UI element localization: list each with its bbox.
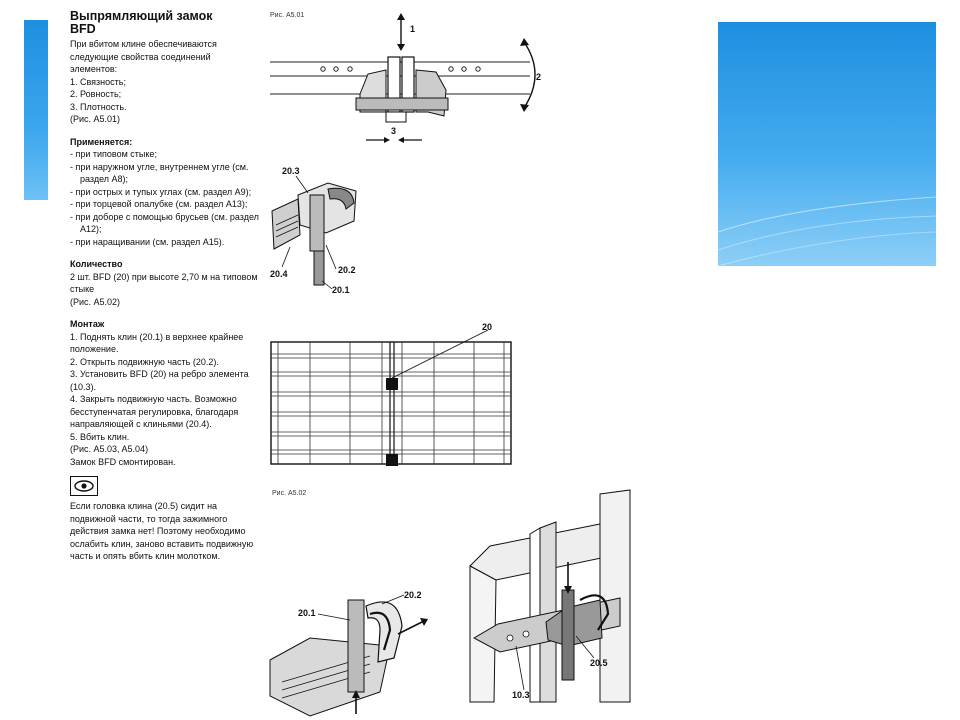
quantity-ref: (Рис. A5.02) [70,296,121,307]
fig2-caption: Рис. A5.02 [272,490,307,497]
quantity-text: 2 шт. BFD (20) при высоте 2,70 м на типовом стыке [70,271,258,294]
property-2: 2. Ровность; [70,89,122,99]
applies-heading: Применяется: [70,136,133,147]
accent-wave-lines [718,22,936,266]
fig1-label-3: 3 [391,126,397,136]
fig4-label-10-3: 10.3 [512,690,530,700]
applies-list [70,148,260,248]
mount-step: 4. Закрыть подвижную часть. Возможно бесступенчатая регулировка, благодаря направляющей с клиньями (20.4). [70,394,239,429]
mount-step: Замок BFD смонтирован. [70,456,176,467]
fig1-label-1: 1 [410,24,416,34]
applies-item: - при торцевой опалубке (см. раздел A13); [70,199,248,209]
mount-step: (Рис. A5.03, A5.04) [70,444,149,454]
figure-a5-04 [470,490,630,702]
applies-item: - при доборе с помощью брусьев (см. раздел A12); [70,211,259,234]
applies-item: - при наращивании (см. раздел A15). [70,236,225,247]
mount-heading: Монтаж [70,319,105,329]
mount-step: 1. Поднять клин (20.1) в верхнее крайнее положение. [70,331,244,354]
applies-item: - при наружном угле, внутреннем угле (см. раздел A8); [70,161,249,184]
applies-item: - при острых и тупых углах (см. раздел A9); [70,186,252,197]
property-1: 1. Связность; [70,76,126,87]
intro-text: При вбитом клине обеспечиваются следующие свойства соединений элементов: [70,39,217,74]
quantity-heading: Количество [70,259,123,269]
figure-a5-02 [270,322,520,472]
detail-label-20-3: 20.3 [282,166,300,176]
fig1-label-2: 2 [536,72,542,82]
detail-label-20-1: 20.1 [332,285,350,295]
fig2-label-20: 20 [482,322,493,332]
eye-icon [70,476,98,496]
text-column [70,10,260,563]
mount-step: 5. Вбить клин. [70,431,130,442]
fig1-caption: Рис. A5.01 [270,12,305,19]
properties-ref: (Рис. A5.01) [70,114,121,124]
fig3-label-20-1: 20.1 [298,608,316,618]
slide-accent-left [24,20,48,200]
figure-a5-01 [268,12,548,152]
detail-label-20-4: 20.4 [270,269,288,279]
eye-note: Если головка клина (20.5) сидит на подвижной части, то тогда зажимного действия замка нет! Поэтому необходимо ослабить клин, заново вставить подвижную часть и опять вбить клин молотком. [70,501,254,561]
figure-a5-03 [270,586,440,716]
figure-clamp-detail [268,165,378,295]
mount-step: 3. Установить BFD (20) на ребро элемента (10.3). [70,369,249,392]
fig4-label-20-5: 20.5 [590,658,608,668]
document-page [60,0,620,720]
detail-label-20-2: 20.2 [338,265,356,275]
fig3-label-20-2: 20.2 [404,590,422,600]
slide-accent-right [718,22,936,266]
title-line-1: Выпрямляющий замок [70,9,213,23]
title-line-2: BFD [70,22,96,36]
mount-step: 2. Открыть подвижную часть (20.2). [70,356,219,367]
applies-item: - при типовом стыке; [70,149,157,159]
page-title [70,10,260,36]
property-3: 3. Плотность. [70,101,127,112]
